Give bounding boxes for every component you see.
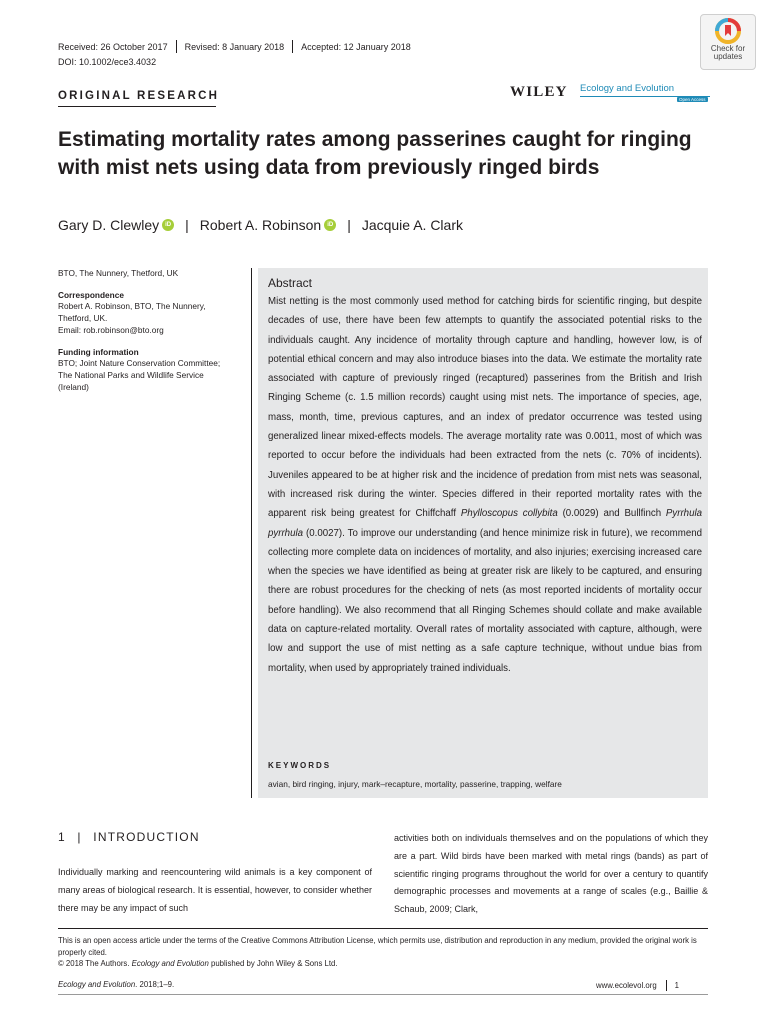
abstract-text: Mist netting is the most commonly used method for catching birds for scientific ringing, but despite decades of use, there have been few attempts to quantify the associated potential risks to the individuals caught. Any incidence of mortality through capture and handling, however low, is of potential ethical concern and may also introduce biases into the data. We estimate the mortality rate associated with capture of previously ringed (recaptured) passerines from the British and Irish Ringing Scheme (c. 1.5 million records) caught using mist nets. The importance of species, age, mass, month, time, previous captures, and an index of predator occurrence was tested using generalized linear mixed-effects models. The average mortality rate was 0.0011, most of which was reported to occur before the individuals had been extracted from the nets (c. 70% of incidents). Juveniles appeared to be at higher risk and the incidence of predation from mist nets was seasonal, with increased risk during the winter. Species differed in their reported mortality rates with the apparent risk being greatest for Chiffchaff Phylloscopus collybita (0.0029) and Bullfinch Pyrrhula pyrrhula (0.0027). To improve our understanding (and hence minimize risk in future), we recommend collecting more complete data on incidences of mortality, and also injuries; exercising increased care when the species we have identified as being at greater risk are likely to be captured, and ensuring there are robust procedures for the checking of nets (as most reported incidents of mortality occur before handling). We also recommend that all Ringing Schemes should collate and make available data on capture-related mortality. Overall rates of mortality associated with capture, although, were low and support the use of mist netting as a safe capture technique, without undue bias from mortality, when used by appropriately trained individuals. [268, 296, 702, 674]
orcid-icon[interactable]: iD [162, 219, 174, 231]
doi[interactable]: DOI: 10.1002/ece3.4032 [58, 57, 157, 67]
open-access-badge: Open Access [679, 97, 706, 102]
article-type-underline [58, 106, 216, 107]
species-name: Pyrrhula pyrrhula [268, 508, 702, 539]
author-name[interactable]: Jacquie A. Clark [361, 217, 463, 233]
page-number: 1 [674, 981, 680, 990]
keywords-heading: KEYWORDS [268, 761, 332, 770]
funding-text: BTO; Joint Nature Conservation Committee; The National Parks and Wildlife Service (Ireland) [58, 358, 221, 392]
section-title: INTRODUCTION [93, 830, 200, 844]
section-separator: | [77, 830, 82, 844]
author-separator: | [185, 217, 189, 233]
correspondence-address: Robert A. Robinson, BTO, The Nunnery, Thetford, UK. [58, 301, 206, 324]
author-name[interactable]: Gary D. Clewley [58, 217, 160, 233]
abstract-heading: Abstract [268, 276, 313, 290]
author-name[interactable]: Robert A. Robinson [199, 217, 322, 233]
copyright-line: © 2018 The Authors. Ecology and Evolution published by John Wiley & Sons Ltd. [58, 959, 338, 968]
page-footer-right [596, 980, 679, 991]
author-separator: | [347, 217, 351, 233]
article-dates [58, 40, 419, 53]
footer-divider [666, 980, 667, 991]
correspondence-heading: Correspondence [58, 289, 124, 300]
journal-citation: Ecology and Evolution. 2018;1–9. [58, 980, 175, 989]
funding-heading: Funding information [58, 346, 139, 357]
article-type: ORIGINAL RESEARCH [58, 90, 220, 102]
page-bottom-rule [58, 994, 708, 995]
journal-logo[interactable]: Ecology and Evolution [580, 83, 675, 94]
author-info-sidebar [58, 268, 233, 403]
license-note: This is an open access article under the terms of the Creative Commons Attribution License, which permits use, distribution and reproduction in any medium, provided the original work is properly cited. [58, 936, 697, 957]
introduction-left-column: Individually marking and reencountering wild animals is a key component of many areas of biological research. It is essential, however, to consider whether there may be any impact of such [58, 867, 372, 913]
revised-date: Revised: 8 January 2018 [184, 41, 285, 52]
check-for-updates-button[interactable] [700, 14, 756, 70]
abstract-rule [251, 268, 252, 798]
author-list [58, 217, 463, 233]
introduction-right-column: activities both on individuals themselves and on the populations of which they are a part. Wild birds have been marked with metal rings (bands) as part of scientific ringing programs throughout the world for over a century to quantify demographic processes and movements at a range of scales (e.g., Baillie & Schaub, 2009; Clark, [394, 833, 708, 915]
correspondence-email[interactable]: Email: rob.robinson@bto.org [58, 324, 164, 335]
article-title: Estimating mortality rates among passerines caught for ringing with mist nets using data from previously ringed birds [58, 128, 692, 179]
received-date: Received: 26 October 2017 [58, 41, 168, 52]
crossmark-icon [715, 18, 741, 44]
accepted-date: Accepted: 12 January 2018 [301, 41, 411, 52]
orcid-icon[interactable]: iD [324, 219, 336, 231]
check-for-updates-label: Check for updates [710, 44, 746, 61]
footnote-divider [58, 928, 708, 929]
introduction-heading [58, 830, 200, 844]
affiliation: BTO, The Nunnery, Thetford, UK [58, 268, 179, 278]
section-number: 1 [58, 830, 66, 844]
publisher-logo[interactable]: WILEY [510, 84, 568, 100]
journal-url[interactable]: www.ecolevol.org [596, 981, 657, 990]
keywords-list: avian, bird ringing, injury, mark–recapture, mortality, passerine, trapping, welfare [268, 779, 562, 789]
species-name: Phylloscopus collybita [460, 508, 558, 520]
